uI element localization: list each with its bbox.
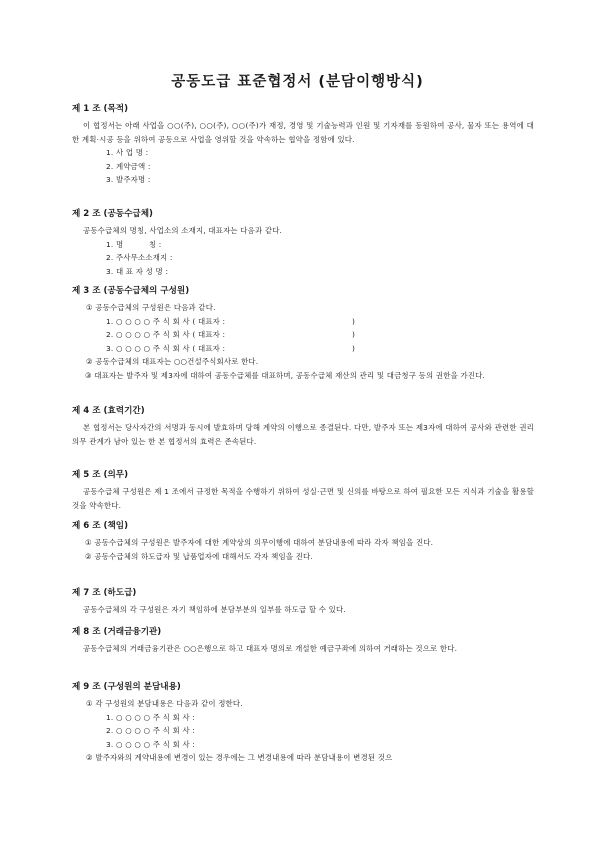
article-4-heading: 제 4 조 (효력기간) <box>72 406 145 416</box>
member-close-paren: ) <box>352 316 356 326</box>
document-title: 공동도급 표준협정서 (분담이행방식) <box>171 74 424 90</box>
article-1-body: 이 협정서는 아래 사업을 ○○(주), ○○(주), ○○(주)가 재정, 경영 및 기술능력과 인원 및 기자재를 동원하여 공사, 물자 또는 용역에 대한 계획·시공 등을 위하여 공동으로 사업을 영위할 것을 약속하는 협약을 정함에 있다. <box>72 121 534 144</box>
article-2-item: 2. 주사무소소재지 : <box>106 253 173 263</box>
member-close-paren: ) <box>352 343 356 353</box>
article-6-heading: 제 6 조 (책임) <box>72 521 129 531</box>
article-3-clause-1: ① 공동수급체의 구성원은 다음과 같다. <box>86 303 216 312</box>
article-9-item: 2. ○ ○ ○ ○ 주 식 회 사 : <box>106 726 196 736</box>
member-row <box>72 328 534 342</box>
article-7-body: 공동수급체의 각 구성원은 자기 책임하에 분담부분의 일부를 하도급 할 수 있다. <box>83 605 346 614</box>
article-3-clause-3: ③ 대표자는 발주자 및 제3자에 대하여 공동수급체를 대표하며, 공동수급체 재산의 관리 및 대금청구 등의 권한을 가진다. <box>85 370 486 380</box>
article-1-item: 2. 계약금액 : <box>106 161 151 171</box>
article-1-item: 1. 사 업 명 : <box>106 148 149 158</box>
article-2-body: 공동수급체의 명칭, 사업소의 소재지, 대표자는 다음과 같다. <box>83 226 283 235</box>
article-6 <box>72 520 534 563</box>
article-2 <box>72 208 534 278</box>
article-8 <box>72 626 534 656</box>
article-5-heading: 제 5 조 (의무) <box>72 470 129 480</box>
article-5 <box>72 469 534 512</box>
article-2-item: 1. 명 칭 : <box>106 239 162 249</box>
article-4 <box>72 405 534 448</box>
article-9-clause-1: ① 각 구성원의 분담내용은 다음과 같이 정한다. <box>86 699 243 708</box>
article-3-clause-2: ② 공동수급체의 대표자는 ○○건설주식회사로 한다. <box>86 357 259 367</box>
article-1-item: 3. 발주자명 : <box>106 175 151 185</box>
article-8-heading: 제 8 조 (거래금융기관) <box>72 627 162 637</box>
member-label: 1. ○ ○ ○ ○ 주 식 회 사 ( 대표자 : <box>106 316 226 326</box>
article-1 <box>72 103 534 187</box>
member-label: 2. ○ ○ ○ ○ 주 식 회 사 ( 대표자 : <box>106 330 226 340</box>
article-1-heading: 제 1 조 (목적) <box>72 104 129 114</box>
article-9-clause-2: ② 발주자와의 계약내용에 변경이 있는 경우에는 그 변경내용에 따라 분담내용이 변경된 것으 <box>86 753 393 763</box>
article-5-body: 공동수급체 구성원은 제 1 조에서 규정한 목적을 수행하기 위하여 성실·근면 및 신의를 바탕으로 하여 필요한 모든 지식과 기술을 활용할 것을 약속한다. <box>72 487 534 510</box>
member-close-paren: ) <box>352 330 356 340</box>
article-9-heading: 제 9 조 (구성원의 분담내용) <box>72 682 181 692</box>
member-label: 3. ○ ○ ○ ○ 주 식 회 사 ( 대표자 : <box>106 343 226 353</box>
member-row <box>72 315 534 329</box>
article-9-item: 3. ○ ○ ○ ○ 주 식 회 사 : <box>106 739 196 749</box>
member-row <box>72 342 534 356</box>
article-6-clause-1: ① 공동수급체의 구성원은 발주자에 대한 계약상의 의무이행에 대하여 분담내용에 따라 각자 책임을 진다. <box>85 538 434 547</box>
article-4-body: 본 협정서는 당사자간의 서명과 동시에 발효하며 당해 계약의 이행으로 종결된다. 다만, 발주자 또는 제3자에 대하여 공사와 관련한 권리의무 관계가 남아 있는 한 본 협정서의 효력은 존속된다. <box>72 423 534 446</box>
article-8-body: 공동수급체의 거래금융기관은 ○○은행으로 하고 대표자 명의로 개설한 예금구좌에 의하여 거래하는 것으로 한다. <box>83 644 458 653</box>
article-6-clause-2: ② 공동수급체의 하도급자 및 납품업자에 대해서도 각자 책임을 진다. <box>85 551 313 561</box>
article-7 <box>72 587 534 617</box>
article-3-heading: 제 3 조 (공동수급체의 구성원) <box>72 286 190 296</box>
article-9 <box>72 681 534 765</box>
article-2-item: 3. 대 표 자 성 명 : <box>106 266 169 276</box>
article-7-heading: 제 7 조 (하도급) <box>72 588 137 598</box>
article-3 <box>72 285 534 383</box>
article-2-heading: 제 2 조 (공동수급체) <box>72 209 153 219</box>
article-9-item: 1. ○ ○ ○ ○ 주 식 회 사 : <box>106 712 196 722</box>
